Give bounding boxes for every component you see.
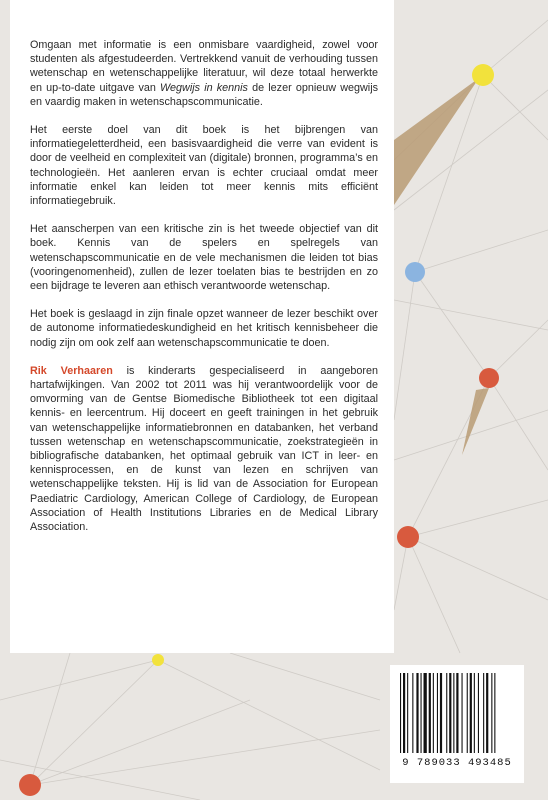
paragraph-goal-two: Het aanscherpen van een kritische zin is het tweede objectief van dit boek. Kennis van de spelers en spelregels van wetenschapscommunicatie en de vele mechanismen die leiden tot bias (vooringenomenheid), zullen de lezer toelaten bias te bestrijden en zo een bijdrage te leveren aan ethisch verantwoorde wetenschap. [30, 223, 378, 293]
paragraph-intro: Omgaan met informatie is een onmisbare vaardigheid, zowel voor studenten als afgestudeerden. Vertrekkend vanuit de verhouding tussen wetenschap en wetenschappelijke literatuur, wil deze totaal herwerkte en up-to-date uitgave van Wegwijs in kennis de lezer opnieuw wegwijs en vaardig maken in wetenschapscommunicatie. [30, 39, 378, 108]
yellow-node [472, 64, 494, 86]
author-bio: Rik Verhaaren is kinderarts gespecialiseerd in aangeboren hartafwijkingen. Van 2002 tot 2011 was hij verantwoordelijk voor de omvorming van de Gentse Biomedische Bibliotheek tot een digitaal kennis- en leercentrum. Hij doceert en geeft trainingen in het gebruik van wetenschappelijke informatiebronnen en databanken, het verband tussen wetenschap en wetenschapscommunicatie, zoekstrategieën in bibliografische databanken, het optimaal gebruik van ICT in leer- en kennisprocessen, en de kunst van lezen en schrijven van wetenschappelijke teksten. Hij is lid van de Association for European Paediatric Cardiology, American College of Cardiology, de European Association of Health Institutions Libraries en de Medical Library Association. [30, 364, 378, 534]
isbn-barcode [390, 665, 524, 783]
barcode-bars [400, 673, 514, 755]
wedge-shape-lower [462, 388, 489, 455]
paragraph-conclusion: Het boek is geslaagd in zijn finale opzet wanneer de lezer beschikt over de autonome informatiedeskundigheid en het kritisch kennisbeheer die nodig zijn om ook zelf aan wetenschapscommunicatie te doen. [30, 308, 378, 349]
paragraph-goal-one: Het eerste doel van dit boek is het bijbrengen van informatiegeletterdheid, een basisvaardigheid die verre van evident is door de veelheid en complexiteit van (digitale) bronnen, programma’s en technologieën. Het aanleren ervan is echter cruciaal omdat meer informatie enkel kan leiden tot meer kennis mits efficiënt informatiegebruik. [30, 124, 378, 208]
wedge-shape [394, 78, 479, 205]
author-name: Rik Verhaaren [30, 364, 113, 377]
red-node [397, 526, 419, 548]
back-cover-text [30, 38, 378, 548]
isbn-number: 9 789033 493485 [402, 757, 512, 769]
blue-node [405, 262, 425, 282]
red-node [479, 368, 499, 388]
yellow-node [152, 654, 164, 666]
red-node [19, 774, 41, 796]
